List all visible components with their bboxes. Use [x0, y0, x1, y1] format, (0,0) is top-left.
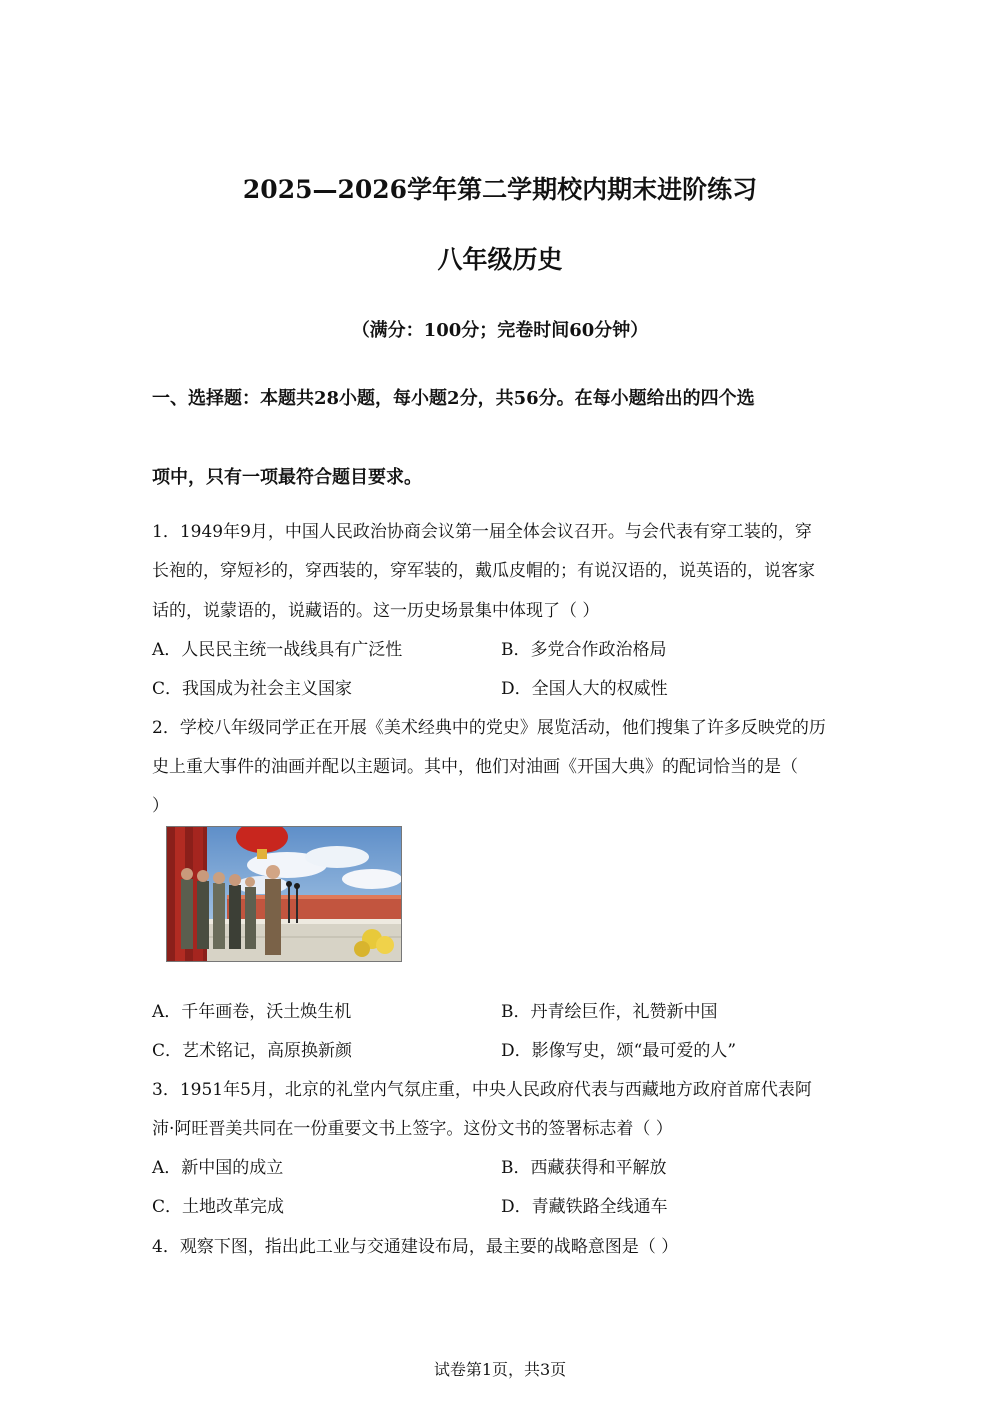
question-2-option-d: D．影像写史，颂“最可爱的人” — [501, 1041, 737, 1061]
question-2-option-c: C．艺术铭记，高原换新颜 — [152, 1041, 353, 1061]
question-2-line: 2．学校八年级同学正在开展《美术经典中的党史》展览活动，他们搜集了许多反映党的历 — [152, 718, 826, 738]
question-3-option-c: C．土地改革完成 — [152, 1197, 285, 1217]
section-heading-line-2: 项中，只有一项最符合题目要求。 — [152, 467, 422, 488]
question-3-option-d: D．青藏铁路全线通车 — [501, 1197, 668, 1217]
question-1-line: 1．1949年9月，中国人民政治协商会议第一届全体会议召开。与会代表有穿工装的，穿 — [152, 522, 812, 542]
section-heading-line-1: 一、选择题：本题共28小题，每小题2分，共56分。在每小题给出的四个选 — [152, 388, 755, 409]
question-1-option-d: D．全国人大的权威性 — [501, 679, 668, 699]
question-2-option-a: A．千年画卷，沃土焕生机 — [152, 1002, 352, 1022]
question-1-line: 长袍的，穿短衫的，穿西装的，穿军装的，戴瓜皮帽的；有说汉语的，说英语的，说客家 — [152, 561, 815, 581]
question-1-line: 话的，说蒙语的，说藏语的。这一历史场景集中体现了（ ） — [152, 601, 600, 621]
question-3-line: 3．1951年5月，北京的礼堂内气氛庄重，中央人民政府代表与西藏地方政府首席代表阿 — [152, 1080, 812, 1100]
question-1-option-c: C．我国成为社会主义国家 — [152, 679, 353, 699]
question-3-line: 沛·阿旺晋美共同在一份重要文书上签字。这份文书的签署标志着（ ） — [152, 1119, 673, 1139]
question-1-option-b: B．多党合作政治格局 — [501, 640, 667, 660]
founding-ceremony-painting — [166, 826, 402, 962]
exam-title: 2025—2026学年第二学期校内期末进阶练习 — [242, 175, 758, 204]
question-3-option-b: B．西藏获得和平解放 — [501, 1158, 667, 1178]
question-3-option-a: A．新中国的成立 — [152, 1158, 284, 1178]
question-1-option-a: A．人民民主统一战线具有广泛性 — [152, 640, 403, 660]
page-footer: 试卷第1页，共3页 — [433, 1360, 567, 1379]
question-4-line: 4．观察下图，指出此工业与交通建设布局，最主要的战略意图是（ ） — [152, 1237, 679, 1257]
score-info: （满分：100分；完卷时间60分钟） — [351, 320, 649, 341]
question-2-line: ） — [152, 796, 169, 816]
subject-title: 八年级历史 — [437, 245, 563, 274]
question-2-option-b: B．丹青绘巨作，礼赞新中国 — [501, 1002, 718, 1022]
question-2-line: 史上重大事件的油画并配以主题词。其中，他们对油画《开国大典》的配词恰当的是（ — [152, 757, 798, 777]
